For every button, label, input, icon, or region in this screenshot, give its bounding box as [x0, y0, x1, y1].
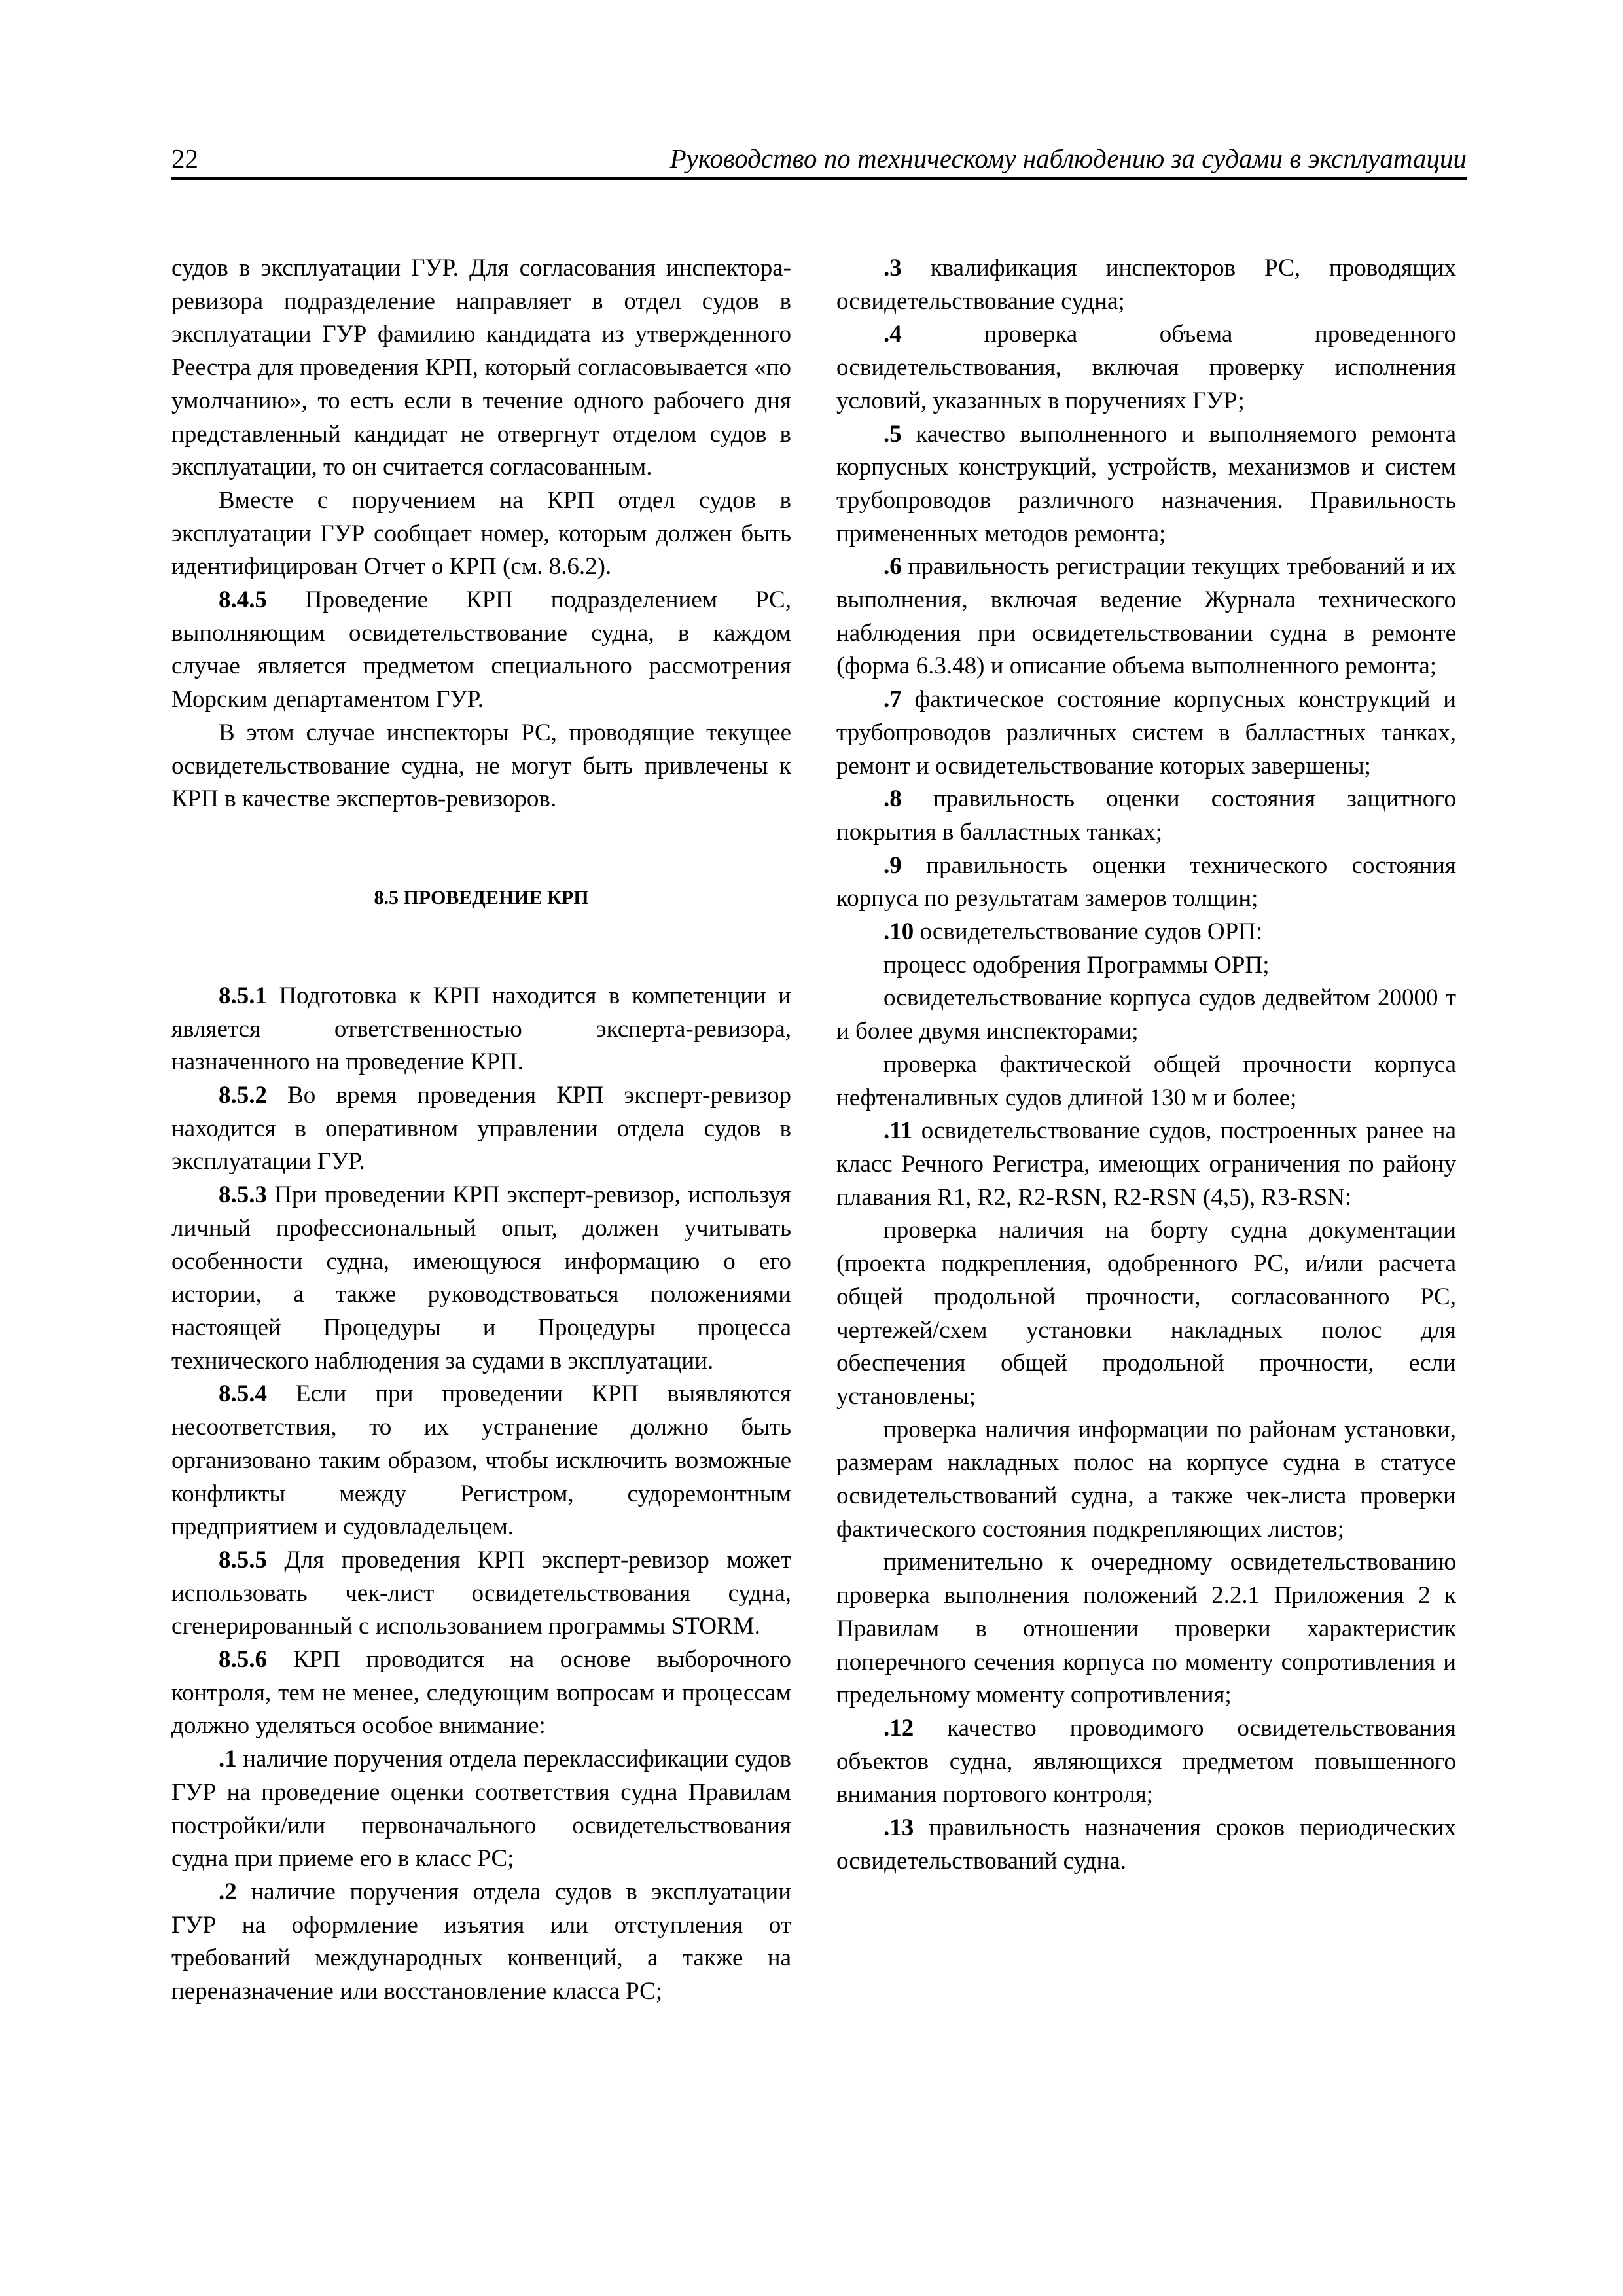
item-text: правильность оценки технического состояния корпуса по результатам замеров толщин;	[836, 852, 1456, 912]
clause-number: 8.5.3	[219, 1181, 267, 1209]
item-text: качество выполненного и выполняемого ремонта корпусных конструкций, устройств, механизмов и систем трубопроводов различного назначения. Правильность примененных методов ремонта;	[836, 420, 1456, 547]
list-item-10	[836, 916, 1456, 949]
clause-number: 8.4.5	[219, 586, 267, 614]
paragraph: применительно к очередному освидетельствованию проверка выполнения положений 2.2.1 Приложения 2 к Правилам в отношении проверки характеристик поперечного сечения корпуса по моменту сопротивления и предельному моменту сопротивления;	[836, 1549, 1456, 1709]
clause-text: Если при проведении КРП выявляются несоответствия, то их устранение должно быть организовано таким образом, чтобы исключить возможные конфликты между Регистром, судоремонтным предприятием и судовладельцем.	[171, 1380, 791, 1541]
item-number: .2	[219, 1878, 237, 1905]
item-text: освидетельствование судов, построенных ранее на класс Речного Регистра, имеющих ограничения по району плавания R1, R2, R2-RSN, R2-RSN (4,5), R3-RSN:	[836, 1117, 1456, 1211]
item-number: .7	[883, 686, 902, 713]
item-text: квалификация инспекторов РС, проводящих освидетельствование судна;	[836, 255, 1456, 315]
item-number: .10	[883, 918, 914, 946]
item-text: правильность оценки состояния защитного покрытия в балластных танках;	[836, 785, 1456, 846]
item-text: фактическое состояние корпусных конструкций и трубопроводов различных систем в балластных танках, ремонт и освидетельствование которых завершены;	[836, 686, 1456, 780]
list-item-3	[836, 252, 1456, 318]
item-number: .11	[883, 1117, 913, 1145]
item-number: .8	[883, 785, 902, 813]
clause-number: 8.5.1	[219, 982, 267, 1009]
clause-8-5-5	[171, 1544, 791, 1643]
list-item-2	[171, 1876, 791, 2009]
paragraph: Вместе с поручением на КРП отдел судов в эксплуатации ГУР сообщает номер, которым должен быть идентифицирован Отчет о КРП (см. 8.6.2).	[171, 486, 791, 581]
clause-8-5-1	[171, 980, 791, 1079]
item-number: .3	[883, 255, 902, 281]
paragraph: процесс одобрения Программы ОРП;	[883, 951, 1270, 978]
list-item-8	[836, 783, 1456, 849]
list-item-4	[836, 318, 1456, 418]
page-number: 22	[171, 143, 198, 173]
clause-8-5-3	[171, 1179, 791, 1378]
page-header	[171, 143, 1467, 180]
clause-number: 8.5.2	[219, 1082, 267, 1109]
item-text: наличие поручения отдела переклассификации судов ГУР на проведение оценки соответствия судна Правилам постройки/или первоначального освидетельствования судна при приеме его в класс РС;	[171, 1746, 791, 1873]
paragraph: освидетельствование корпуса судов дедвейтом 20000 т и более двумя инспекторами;	[836, 984, 1456, 1045]
item-text: наличие поручения отдела судов в эксплуатации ГУР на оформление изъятия или отступления от требований международных конвенций, а также на переназначение или восстановление класса РС;	[171, 1878, 791, 2005]
item-number: .13	[883, 1814, 914, 1842]
list-item-12	[836, 1712, 1456, 1812]
item-number: .5	[883, 420, 902, 448]
clause-text: КРП проводится на основе выборочного контроля, тем не менее, следующим вопросам и процессам должно уделяться особое внимание:	[171, 1646, 791, 1740]
clause-text: Проведение КРП подразделением РС, выполняющим освидетельствование судна, в каждом случае является предметом специального рассмотрения Морским департаментом ГУР.	[171, 586, 791, 713]
list-item-9	[836, 850, 1456, 916]
clause-text: Для проведения КРП эксперт-ревизор может использовать чек-лист освидетельствования судна, сгенерированный с использованием программы STORM.	[171, 1546, 791, 1640]
running-title: Руководство по техническому наблюдению за судами в эксплуатации	[669, 143, 1467, 173]
paragraph: проверка фактической общей прочности корпуса нефтеналивных судов длиной 130 м и более;	[836, 1050, 1456, 1111]
clause-text: Подготовка к КРП находится в компетенции и является ответственностью эксперта-ревизора, назначенного на проведение КРП.	[171, 982, 791, 1076]
paragraph: В этом случае инспекторы РС, проводящие текущее освидетельствование судна, не могут быть привлечены к КРП в качестве экспертов-ревизоров.	[171, 719, 791, 813]
clause-text: Во время проведения КРП эксперт-ревизор находится в оперативном управлении отдела судов в эксплуатации ГУР.	[171, 1082, 791, 1175]
list-item-13	[836, 1812, 1456, 1878]
clause-8-5-4	[171, 1378, 791, 1544]
clause-number: 8.5.4	[219, 1380, 267, 1408]
item-text: правильность назначения сроков периодических освидетельствований судна.	[836, 1814, 1456, 1874]
list-item-5	[836, 418, 1456, 551]
item-text: проверка объема проведенного освидетельствования, включая проверку исполнения условий, указанных в поручениях ГУР;	[836, 321, 1456, 414]
clause-text: При проведении КРП эксперт-ревизор, используя личный профессиональный опыт, должен учитывать особенности судна, имеющуюся информацию о его истории, а также руководствоваться положениями настоящей Процедуры и Процедуры процесса технического наблюдения за судами в эксплуатации.	[171, 1181, 791, 1374]
item-number: .9	[883, 852, 902, 879]
list-item-1	[171, 1743, 791, 1876]
list-item-7	[836, 683, 1456, 783]
item-number: .6	[883, 553, 902, 581]
item-number: .1	[219, 1746, 237, 1773]
clause-8-5-2	[171, 1079, 791, 1179]
left-column	[171, 252, 791, 2009]
item-text: освидетельствование судов ОРП:	[914, 918, 1263, 946]
paragraph: судов в эксплуатации ГУР. Для согласования инспектора-ревизора подразделение направляет в отдел судов в эксплуатации ГУР фамилию кандидата из утвержденного Реестра для проведения КРП, который согласовывается «по умолчанию», то есть если в течение одного рабочего дня представленный кандидат не отвергнут отделом судов в эксплуатации, то он считается согласованным.	[171, 255, 791, 481]
section-heading: 8.5 ПРОВЕДЕНИЕ КРП	[374, 886, 589, 908]
clause-8-4-5	[171, 584, 791, 717]
clause-number: 8.5.5	[219, 1546, 267, 1573]
list-item-6	[836, 550, 1456, 683]
paragraph: проверка наличия информации по районам установки, размерам накладных полос на корпусе судна в статусе освидетельствований судна, а также чек-листа проверки фактического состояния подкрепляющих листов;	[836, 1416, 1456, 1543]
clause-number: 8.5.6	[219, 1646, 267, 1674]
item-text: качество проводимого освидетельствования объектов судна, являющихся предметом повышенного внимания портового контроля;	[836, 1714, 1456, 1808]
item-text: правильность регистрации текущих требований и их выполнения, включая ведение Журнала технического наблюдения при освидетельствовании судна в ремонте (форма 6.3.48) и описание объема выполненного ремонта;	[836, 553, 1456, 680]
right-column	[836, 252, 1456, 1878]
item-number: .4	[883, 321, 902, 348]
list-item-11	[836, 1115, 1456, 1214]
clause-8-5-6	[171, 1643, 791, 1743]
paragraph: проверка наличия на борту судна документации (проекта подкрепления, одобренного РС, и/или расчета общей продольной прочности, согласованного РС, чертежей/схем установки накладных полос для обеспечения общей продольной прочности, если установлены;	[836, 1217, 1456, 1410]
item-number: .12	[883, 1714, 914, 1742]
